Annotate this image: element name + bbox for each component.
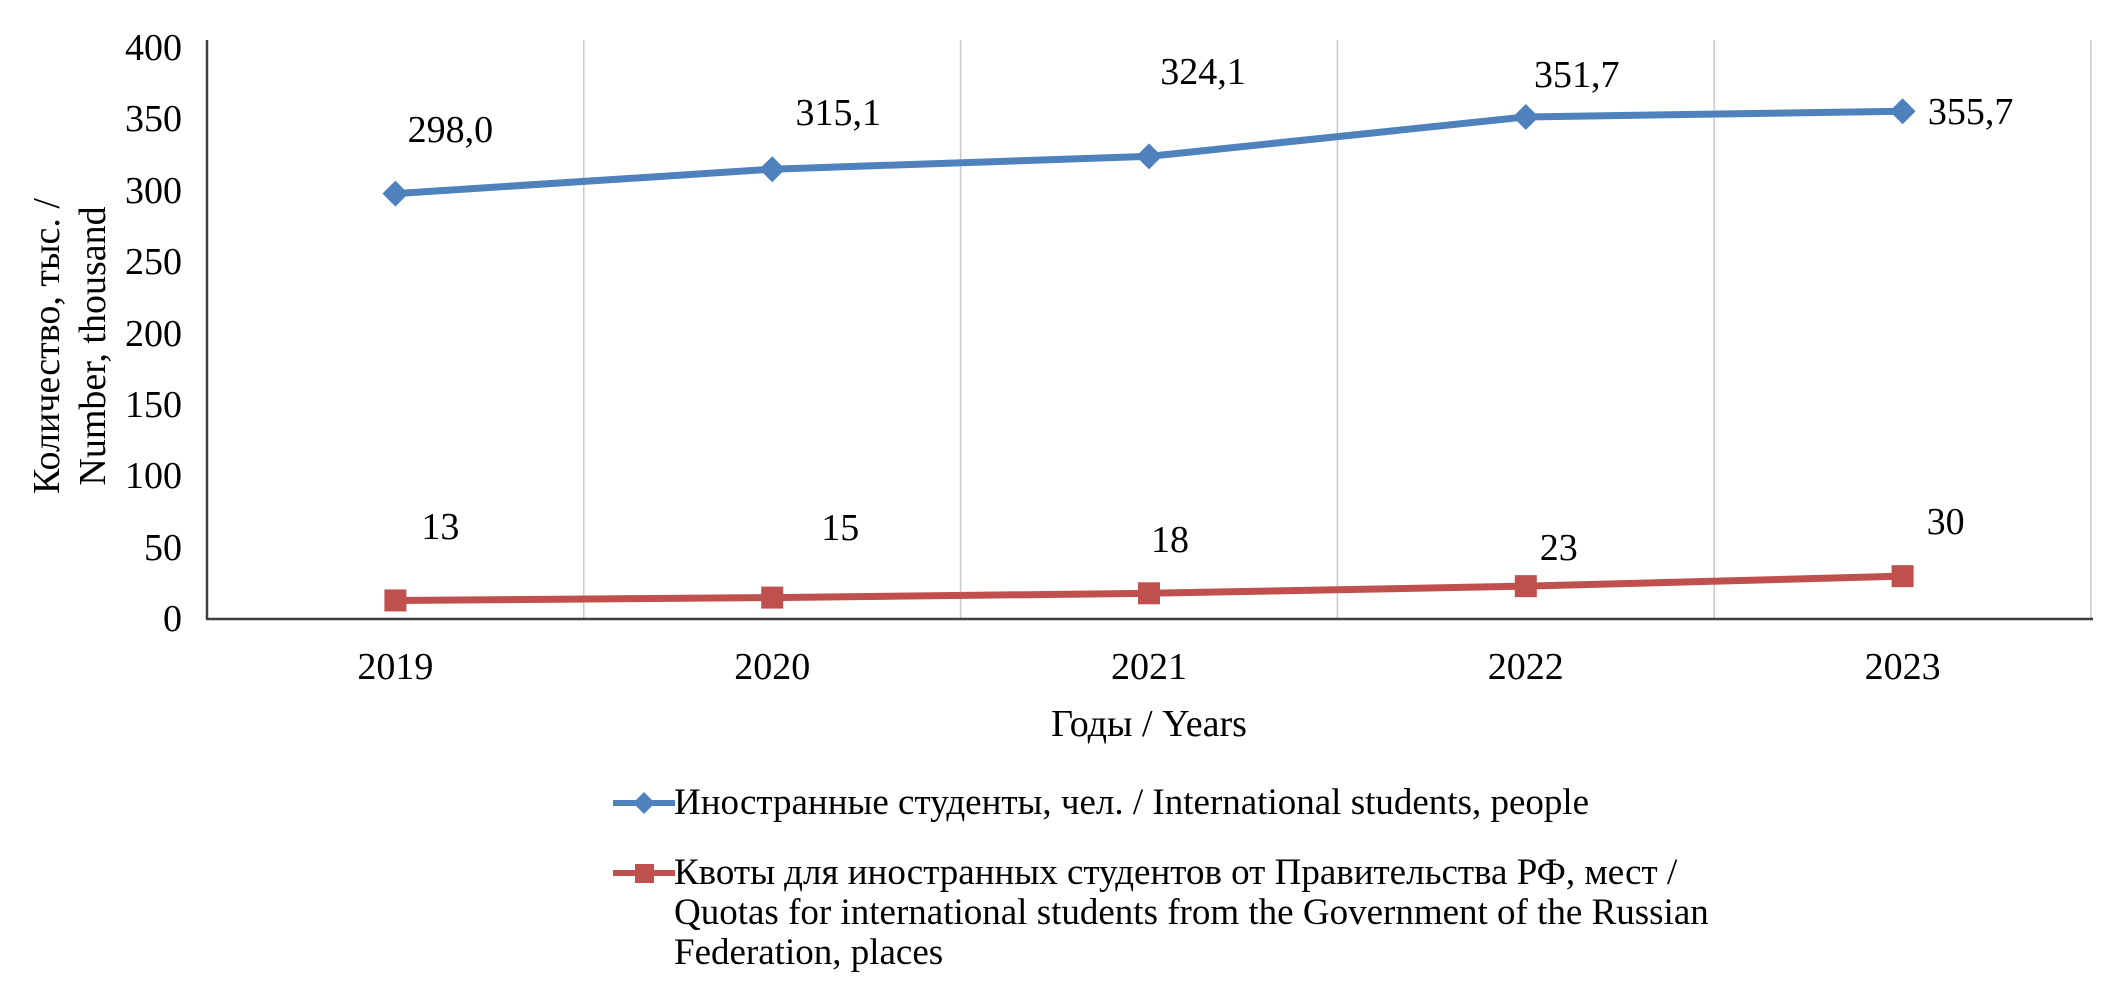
y-tick-label: 200 bbox=[125, 312, 182, 355]
y-tick-label: 150 bbox=[125, 383, 182, 426]
diamond-marker bbox=[382, 181, 408, 207]
y-tick-label: 50 bbox=[144, 526, 182, 569]
data-point-label: 15 bbox=[821, 506, 860, 549]
square-marker bbox=[761, 587, 783, 609]
legend-square-marker-icon bbox=[613, 856, 679, 890]
diamond-marker bbox=[1890, 98, 1916, 124]
x-tick-label: 2020 bbox=[734, 646, 811, 688]
y-tick-label: 250 bbox=[125, 241, 182, 284]
y-tick-label: 0 bbox=[163, 598, 182, 640]
diamond-marker bbox=[1136, 143, 1162, 169]
data-point-label: 13 bbox=[421, 506, 460, 549]
y-tick-label: 400 bbox=[125, 27, 182, 69]
square-marker bbox=[1892, 565, 1914, 587]
square-marker bbox=[384, 589, 406, 611]
y-tick-label: 300 bbox=[125, 169, 182, 212]
legend-diamond-marker-icon bbox=[613, 786, 679, 820]
diamond-marker bbox=[759, 156, 785, 182]
x-tick-label: 2019 bbox=[357, 646, 434, 688]
y-tick-label: 100 bbox=[125, 455, 182, 498]
x-tick-label: 2023 bbox=[1864, 646, 1941, 688]
y-axis-title-line: Number, thousand bbox=[72, 206, 114, 486]
data-point-label: 298,0 bbox=[407, 108, 494, 151]
data-point-label: 23 bbox=[1539, 527, 1578, 570]
legend-label: Иностранные студенты, чел. / International students, people bbox=[674, 782, 1590, 823]
data-point-label: 30 bbox=[1926, 501, 1965, 544]
x-axis-title: Годы / Years bbox=[1051, 703, 1247, 745]
square-marker bbox=[1138, 582, 1160, 604]
x-tick-label: 2022 bbox=[1487, 646, 1564, 688]
data-point-label: 18 bbox=[1151, 519, 1189, 562]
legend-label: Квоты для иностранных студентов от Правительства РФ, мест / Quotas for international students from the Government of the Russian Federation, places bbox=[674, 852, 1709, 973]
diamond-marker bbox=[1513, 104, 1539, 130]
square-marker bbox=[1515, 575, 1537, 597]
data-point-label: 355,7 bbox=[1927, 91, 2014, 134]
data-point-label: 324,1 bbox=[1160, 51, 1246, 94]
y-axis-title-line: Количество, тыс. / bbox=[26, 198, 68, 494]
y-axis-title bbox=[24, 198, 116, 494]
data-point-label: 315,1 bbox=[795, 92, 881, 135]
data-point-label: 351,7 bbox=[1534, 53, 1620, 96]
y-tick-label: 350 bbox=[125, 98, 182, 141]
x-tick-label: 2021 bbox=[1111, 646, 1187, 688]
